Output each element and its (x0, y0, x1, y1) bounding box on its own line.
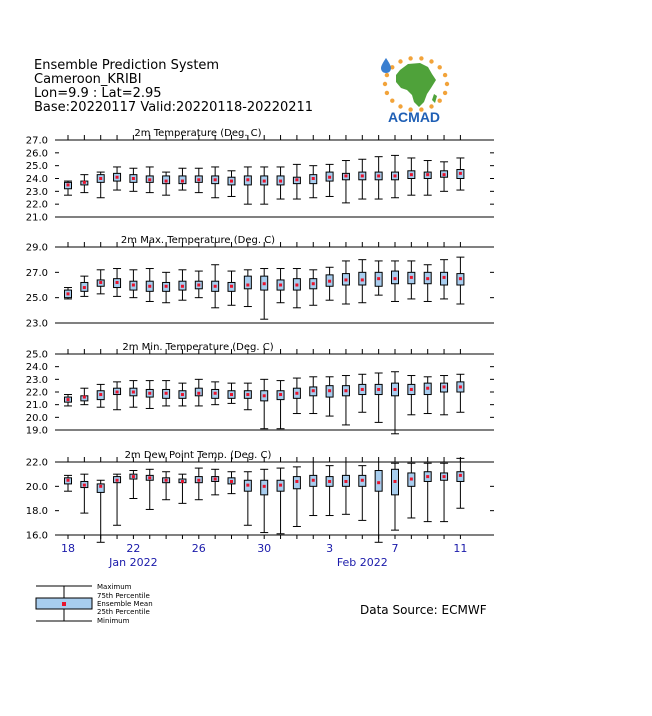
legend-p25-label: 25th Percentile (97, 608, 150, 616)
y-tick-label: 21.0 (25, 400, 48, 412)
y-tick-label: 22.0 (25, 457, 48, 469)
x-tick-label: 22 (126, 542, 141, 555)
y-tick-label: 25.0 (25, 349, 48, 361)
y-tick-label: 24.0 (25, 174, 48, 185)
legend-mean-label: Ensemble Mean (97, 600, 153, 608)
y-tick-label: 27.0 (25, 267, 48, 279)
panel-title: 2m Dew Point Temp. (Deg. C) (124, 450, 272, 461)
forecast-dates: Base:20220117 Valid:20220118-20220211 (34, 100, 314, 115)
y-tick-label: 21.0 (25, 212, 48, 224)
y-tick-label: 22.0 (25, 199, 48, 211)
month-label: Jan 2022 (109, 556, 158, 569)
x-tick-label: 26 (191, 542, 206, 555)
y-tick-label: 16.0 (25, 530, 48, 542)
y-tick-label: 23.0 (25, 318, 48, 330)
y-tick-label: 19.0 (25, 425, 48, 437)
x-tick-label: 3 (326, 542, 334, 555)
x-tick-label: 18 (61, 542, 75, 555)
logo-text: ACMAD (387, 109, 441, 125)
y-tick-label: 26.0 (25, 148, 48, 160)
y-tick-label: 29.0 (25, 242, 48, 254)
panel-title: 2m Max. Temperature (Deg. C) (120, 235, 276, 246)
month-label: Feb 2022 (336, 556, 388, 569)
legend-p75-label: 75th Percentile (97, 592, 150, 600)
system-title: Ensemble Prediction System (34, 58, 220, 73)
x-tick-label: 7 (391, 542, 399, 555)
legend-mean-marker (62, 602, 66, 606)
y-tick-label: 25.0 (25, 293, 48, 305)
y-tick-label: 23.0 (25, 374, 48, 386)
legend-minimum-label: Minimum (97, 617, 130, 625)
y-tick-label: 20.0 (25, 481, 48, 493)
y-tick-label: 27.0 (25, 135, 48, 147)
y-tick-label: 25.0 (25, 161, 48, 173)
y-tick-label: 23.0 (25, 186, 48, 198)
data-source: Data Source: ECMWF (360, 603, 487, 617)
panel-title: 2m Temperature (Deg. C) (134, 128, 262, 139)
y-tick-label: 20.0 (25, 412, 48, 424)
x-tick-label: 11 (453, 542, 468, 555)
x-tick-label: 30 (257, 542, 272, 555)
y-tick-label: 22.0 (25, 387, 48, 399)
location-name: Cameroon_KRIBI (34, 72, 142, 87)
panel-title: 2m Min. Temperature (Deg. C) (122, 342, 274, 353)
coordinates: Lon=9.9 : Lat=2.95 (34, 86, 162, 101)
legend-maximum-label: Maximum (97, 583, 132, 591)
y-tick-label: 18.0 (25, 506, 48, 518)
y-tick-label: 24.0 (25, 362, 48, 374)
